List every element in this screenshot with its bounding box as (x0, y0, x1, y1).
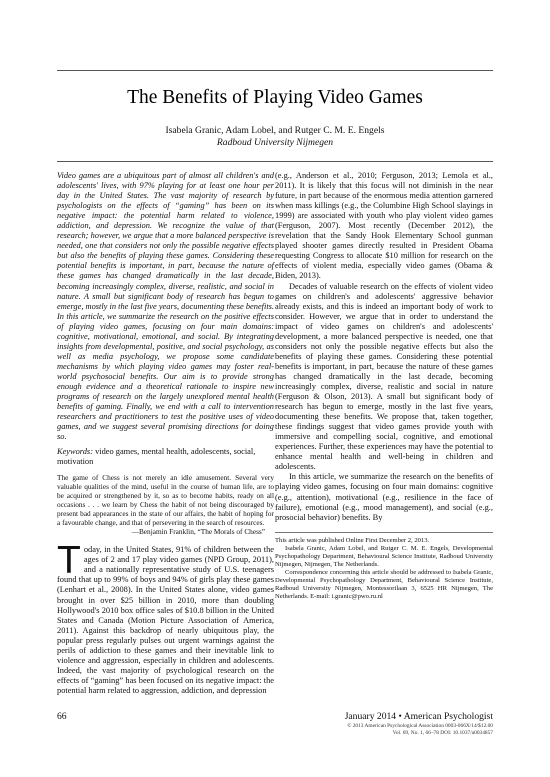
epigraph-quote: The game of Chess is not merely an idle amusement. Several very valuable qualities of the mind, useful in the course of human life, are to be acquired or strengthened by it, so as to become habits, ready on all occasions . . . we learn by Chess the habit of not being discouraged by present bad appearances in the state of our affairs, the habit of hoping for a favourable change, and that of persevering in the search of resources. (57, 473, 274, 527)
footnote-published: This article was published Online First December 2, 2013. (275, 536, 430, 544)
body-paragraph-2: Decades of valuable research on the effects of violent video games on children's and adolescents' aggressive behavior already exists, and this is indeed an important body of work to consider. However, we argue that in order to understand the impact of video games on children's and adolescents' development, a more balanced perspective is needed, one that considers not only the possible negative effects but also the benefits of playing these games. Considering these potential benefits is important, in part, because the nature of these games has changed dramatically in the last decade, becoming increasingly complex, diverse, realistic and social in nature (Ferguson & Olson, 2013). A small but significant body of research has begun to emerge, mostly in the last five years, documenting these benefits. We propose that, taken together, these findings suggest that video games provide youth with immersive and compelling social, cognitive, and emotional experiences. Further, these experiences may have the potential to enhance mental health and well-being in children and adolescents. (275, 281, 493, 472)
footnote-affiliation: Isabela Granic, Adam Lobel, and Rutger C. M. E. Engels, Developmental Psychopathology Department, Behavioural Science Institute, Radboud University Nijmegen, Nijmegen, The Netherlands. (275, 544, 493, 568)
body-paragraph-1-text: oday, in the United States, 91% of children between the ages of 2 and 17 play video games (NPD Group, 2011), and a nationally representative study of U.S. teenagers found that up to 99% of boys and 94% of girls play these games (Lenhart et al., 2008). In the United States alone, video games brought in over $25 billion in 2010, more than doubling Hollywood's 2010 box office sales of $10.8 billion in the United States and Canada (Motion Picture Association of America, 2011). Against this backdrop of nearly ubiquitous play, the popular press regularly pulses out urgent warnings against the perils of addiction to these games and their inevitable link to violence and aggression, especially in children and adolescents. Indeed, the vast majority of psychological research on the effects of “gaming” has been focused on its negative impact: the potential harm related to aggression, addiction, and depression (57, 545, 274, 695)
header-rule (57, 161, 493, 162)
drop-cap: T (57, 539, 81, 583)
body-paragraph-1-continued: (e.g., Anderson et al., 2010; Ferguson, 2013; Lemola et al., 2011). It is likely that this focus will not diminish in the near future, in part because of the enormous media attention garnered when mass killings (e.g., the Columbine High School slayings in 1999) are associated with youth who play violent video games (Ferguson, 2007). Most recently (December 2012), the revelation that the Sandy Hook Elementary School gunman played shooter games directly resulted in President Obama requesting Congress to allocate $10 million for research on the effects of violent media, especially video games (Obama & Biden, 2013). (275, 171, 493, 281)
top-rule (57, 70, 493, 71)
abstract: Video games are a ubiquitous part of almost all children's and adolescents' lives, with 97% playing for at least one hour per day in the United States. The vast majority of research by psychologists on the effects of “gaming” has been on its negative impact: the potential harm related to violence, addiction, and depression. We recognize the value of that research; however, we argue that a more balanced perspective is needed, one that considers not only the possible negative effects but also the benefits of playing these games. Considering these potential benefits is important, in part, because the nature of these games has changed dramatically in the last decade, becoming increasingly complex, diverse, realistic, and social in nature. A small but significant body of research has begun to emerge, mostly in the last five years, documenting these benefits. In this article, we summarize the research on the positive effects of playing video games, focusing on four main domains: cognitive, motivational, emotional, and social. By integrating insights from developmental, positive, and social psychology, as well as media psychology, we propose some candidate mechanisms by which playing video games may foster real-world psychosocial benefits. Our aim is to provide strong enough evidence and a theoretical rationale to inspire new programs of research on the largely unexplored mental health benefits of gaming. Finally, we end with a call to intervention researchers and practitioners to test the positive uses of video games, and we suggest several promising directions for doing so. (57, 171, 274, 442)
footnote-correspondence: Correspondence concerning this article should be addressed to Isabela Granic, Developmental Psychopathology Department, Behavioural Science Institute, Radboud University Nijmegen, Montessorilaan 3, 6525 HR Nijmegen, The Netherlands. E-mail: i.granic@pwo.ru.nl (275, 569, 493, 601)
article-authors: Isabela Granic, Adam Lobel, and Rutger C. M. E. Engels (165, 125, 385, 136)
journal-issue: January 2014 • American Psychologist (344, 711, 493, 722)
copyright-block (347, 723, 493, 736)
keywords-label: Keywords: (57, 447, 93, 457)
body-paragraph-1 (57, 539, 274, 696)
author-affiliation: Radboud University Nijmegen (216, 137, 334, 148)
page-number: 66 (57, 711, 67, 722)
keywords (57, 447, 274, 467)
footnote-rule (275, 532, 493, 533)
volume-doi-line: Vol. 69, No. 1, 66–78 DOI: 10.1037/a0034857 (392, 729, 493, 736)
left-column (57, 171, 274, 696)
copyright-line: © 2013 American Psychological Association 0003-066X/14/$12.00 (347, 723, 493, 729)
keywords-text: video games, mental health, adolescents, social, motivation (57, 447, 256, 467)
body-paragraph-3: In this article, we summarize the research on the benefits of playing video games, focusing on four main domains: cognitive (e.g., attention), motivational (e.g., resilience in the face of failure), emotional (e.g., mood management), and social (e.g., prosocial behavior) benefits. By (275, 472, 493, 522)
epigraph-citation: —Benjamin Franklin, “The Morals of Chess” (131, 527, 265, 537)
right-column (275, 171, 493, 601)
article-title: The Benefits of Playing Video Games (127, 87, 423, 108)
